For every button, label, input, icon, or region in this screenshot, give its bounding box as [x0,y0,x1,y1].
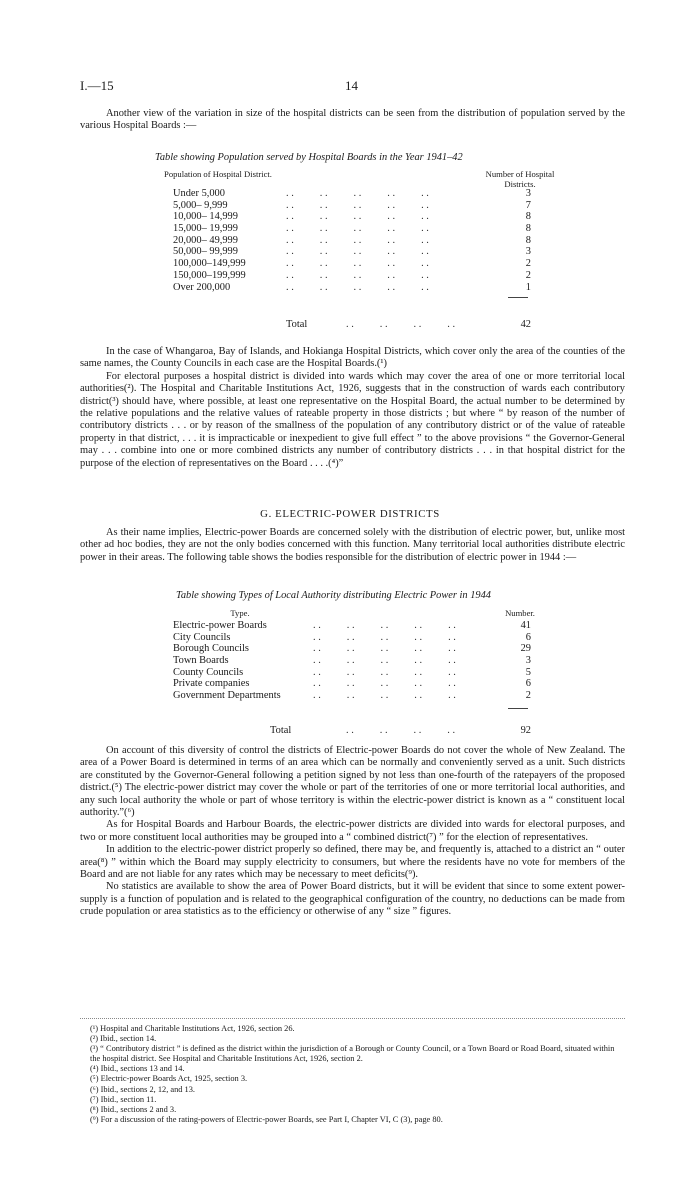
table2-row [173,655,533,667]
footnote-separator [80,1018,625,1019]
table1-row-label: 10,000– 14,999 [173,211,238,223]
footnote: (³) “ Contributory district ” is defined as the district within the jurisdiction of a Borough or County Council, or a Town Board or Road Board, situated within the hospital district. See Hospital and Charitable Institutions Act, 1926, section 2. [90,1044,615,1064]
table2-row-value: 41 [520,620,531,631]
table2-row-label: Electric-power Boards [173,620,267,631]
footnote: (⁶) Ibid., sections 2, 12, and 13. [90,1084,196,1094]
table1-row-value: 8 [525,211,531,223]
table1-row-value: 3 [525,188,531,199]
section-heading: G. ELECTRIC-POWER DISTRICTS [260,508,440,520]
table2-row-value: 6 [525,631,531,643]
paragraphs-block-3 [80,745,625,919]
leader-dots: . . . . . . . . [346,319,456,330]
table1-row [173,282,533,294]
leader-dots: . . . . . . . . . . [286,281,429,293]
table1-row-value: 3 [525,246,531,258]
table1-total-label: Total [286,319,308,330]
paragraph: As for Hospital Boards and Harbour Boards, the electric-power districts are divided into wards for electoral purposes, and two or more constituent local authorities may be grouped into a “ combined district(⁷) ” for the election of representatives. [80,819,625,843]
table1-caption: Table showing Population served by Hospital Boards in the Year 1941–42 [155,152,463,163]
footnote: (⁷) Ibid., section 11. [90,1094,157,1104]
table2-row [173,632,533,644]
footnote: (⁵) Electric-power Boards Act, 1925, section 3. [90,1074,248,1084]
paragraph: For electoral purposes a hospital district is divided into wards which may cover the area of one or more territorial local authorities(²). The Hospital and Charitable Institutions Act, 1926, suggests that in the construction of wards each contributory district(³) should have, where possible, at least one representative on the Hospital Board, the actual number to be determined by the relative populations and the relative values of rateable property in those districts ; but where “ by reason of the number of contributory districts . . . or by reason of the smallness of the population of any contributory district or of the value of rateable property in that district, . . . it is impracticable or inexpedient to give full effect ” to the above provisions “ the Governor-General may . . . combine into one or more combined districts any number of contributory districts . . . in that hospital district for the purpose of the election of representatives on the Board . . . .(⁴)” [80,370,625,469]
paragraph: As their name implies, Electric-power Boards are concerned solely with the distribution of electric power, but, unlike most other ad hoc bodies, they are not the only bodies concerned with this function. Many territorial local authorities distribute electric power in their areas. The following table shows the bodies responsible for the distribution of electric power in 1944 :— [80,527,625,563]
footnotes [80,1024,625,1125]
table2-total-value: 92 [520,725,531,736]
paragraphs-block-2 [80,527,625,564]
leader-dots: . . . . . . . . . . [286,269,429,281]
leader-dots: . . . . . . . . . . [313,643,456,655]
paragraph: In the case of Whangaroa, Bay of Islands, and Hokianga Hospital Districts, which cover only the area of the counties of the same names, the County Councils in each case are the Hospital Boards.(¹) [80,346,625,370]
paragraph: In addition to the electric-power district properly so defined, there may be, and frequently is, attached to a district an “ outer area(⁸) ” within which the Board may supply electricity to consumers, but where the residents have no vote for members of the Board and are not liable for any rates which may be necessary to meet deficits(⁹). [80,844,625,881]
table2-col1-header: Type. [230,608,250,618]
leader-dots: . . . . . . . . . . [313,655,456,667]
table1-row [173,188,533,200]
table2-row [173,620,533,632]
table1-row-value: 8 [525,234,531,246]
table2-row-value: 6 [525,678,531,690]
table1-row-value: 1 [525,281,531,293]
table2-row-value: 29 [520,643,531,655]
table1-row-value: 8 [525,223,531,235]
table1-row-label: Under 5,000 [173,188,225,199]
leader-dots: . . . . . . . . . . [286,223,429,235]
leader-dots: . . . . . . . . . . [286,258,429,270]
leader-dots: . . . . . . . . . . [313,690,456,702]
table1-total-value: 42 [520,319,531,330]
leader-dots: . . . . . . . . . . [313,666,456,678]
paragraph: On account of this diversity of control the districts of Electric-power Boards do not cover the whole of New Zealand. The area of a Power Board is determined in terms of an area which can be normally and conveniently served as a unit. Such districts are constituted by the Governor-General following a petition signed by not less than one-fourth of the ratepayers of the proposed district.(⁵) The electric-power district may cover the whole or part of the territories of one or more territorial local authorities, and any such local authority the whole or part of whose territory is within the electric-power district is known as a “ constituent local authority.”(⁶) [80,745,625,819]
table2-row-label: Private companies [173,678,250,690]
table2-total-rule [508,708,528,709]
table1-row [173,223,533,235]
table2-row [173,643,533,655]
table1-row-label: 5,000– 9,999 [173,199,228,211]
table1-col2-header: Number of Hospital Districts. [485,169,555,189]
footnote: (⁹) For a discussion of the rating-powers of Electric-power Boards, see Part I, Chapter VI, C (3), page 80. [90,1114,443,1124]
table1-row-label: 100,000–149,999 [173,258,246,270]
leader-dots: . . . . . . . . . . [286,234,429,246]
table1-row [173,246,533,258]
leader-dots: . . . . . . . . . . [313,678,456,690]
leader-dots: . . . . . . . . . . [286,199,429,211]
table2-row-value: 2 [525,690,531,702]
leader-dots: . . . . . . . . . . [313,620,456,631]
footnote: (⁴) Ibid., sections 13 and 14. [90,1064,185,1074]
table2-row-value: 3 [525,655,531,667]
table2-row-label: City Councils [173,631,231,643]
table2-row [173,667,533,679]
table1-row-label: 15,000– 19,999 [173,223,238,235]
page-reference: I.—15 [80,78,114,93]
table2 [173,620,533,702]
table2-row-value: 5 [525,666,531,678]
table1-row-label: 50,000– 99,999 [173,246,238,258]
table1-row-value: 2 [525,269,531,281]
table2-row-label: Town Boards [173,655,229,667]
leader-dots: . . . . . . . . . . [313,631,456,643]
intro-paragraph-block [80,108,625,133]
table1-total-row [286,319,533,331]
footnote: (²) Ibid., section 14. [90,1034,157,1044]
table2-row-label: Borough Councils [173,643,249,655]
table1-row-label: 20,000– 49,999 [173,234,238,246]
table1-row [173,211,533,223]
leader-dots: . . . . . . . . . . [286,211,429,223]
table2-row [173,690,533,702]
footnote: (⁸) Ibid., sections 2 and 3. [90,1104,177,1114]
table2-row-label: County Councils [173,666,244,678]
table2-total-row [270,725,533,737]
table2-total-label: Total [270,725,292,736]
paragraph: No statistics are available to show the area of Power Board districts, but it will be evident that since to some extent power-supply is a function of population and is related to the geographical configuration of the country, no deductions can be made from crude population or area statistics as to the efficiency or otherwise of any “ size ” figures. [80,881,625,918]
table2-row [173,678,533,690]
leader-dots: . . . . . . . . . . [286,188,429,199]
table1-col1-header: Population of Hospital District. [164,169,272,179]
page-number: 14 [345,78,358,93]
table1-total-rule [508,297,528,298]
table1-row-label: 150,000–199,999 [173,269,246,281]
table1-row [173,235,533,247]
table2-col2-header: Number. [505,608,535,618]
table2-caption: Table showing Types of Local Authority distributing Electric Power in 1944 [176,590,491,601]
table1-row [173,200,533,212]
leader-dots: . . . . . . . . [346,725,456,736]
table1-row [173,270,533,282]
table1-row-value: 7 [525,199,531,211]
paragraphs-block-1 [80,346,625,470]
table1-row-label: Over 200,000 [173,281,231,293]
intro-paragraph: Another view of the variation in size of the hospital districts can be seen from the distribution of population served by the various Hospital Boards :— [80,108,625,132]
leader-dots: . . . . . . . . . . [286,246,429,258]
table1-row [173,258,533,270]
table2-row-label: Government Departments [173,690,281,702]
table1 [173,188,533,293]
footnote: (¹) Hospital and Charitable Institutions Act, 1926, section 26. [90,1024,295,1033]
table1-row-value: 2 [525,258,531,270]
